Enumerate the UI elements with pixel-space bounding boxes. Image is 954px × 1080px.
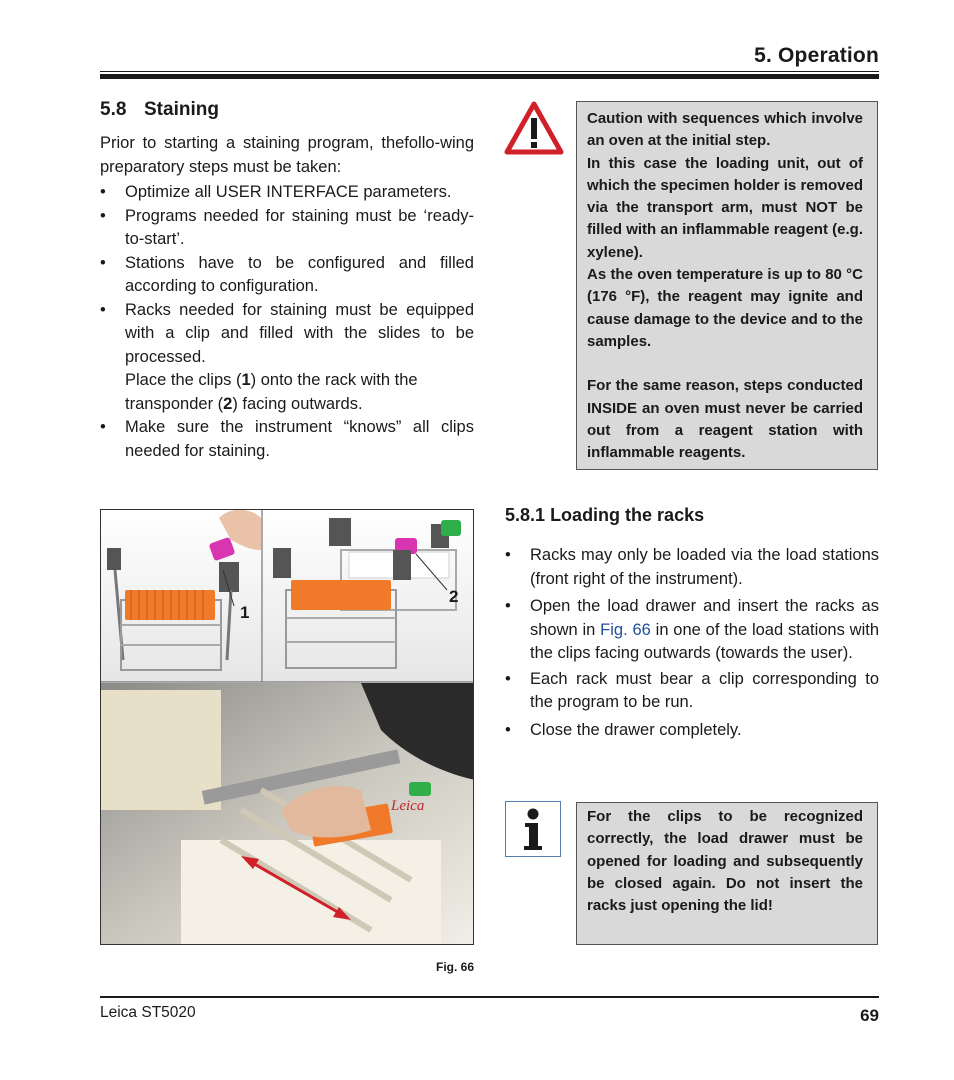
caution-text-2: In this case the loading unit, out of which the specimen holder is removed via the transport arm, must NOT be filled with an inflammable reagent (e.g. xylene). xyxy=(587,154,863,261)
header-rule-thin xyxy=(100,71,879,72)
caution-text-3: As the oven temperature is up to 80 °C (176 °F), the reagent may ignite and cause damage to the device and to the samples. xyxy=(587,266,863,350)
figure-illustration xyxy=(101,510,474,945)
list-item: • Programs needed for staining must be ‘ready-to-start’. xyxy=(100,205,474,252)
list-item: • Close the drawer completely. xyxy=(505,719,879,743)
label-1: 1 xyxy=(240,603,250,622)
caution-text-4: For the same reason, steps conducted INSIDE an oven must never be carried out from a reagent station with inflammable reagents. xyxy=(587,377,863,462)
info-box xyxy=(576,802,878,945)
figure-caption: Fig. 66 xyxy=(435,960,474,974)
list-item: • Make sure the instrument “knows” all clips needed for staining. xyxy=(100,416,474,463)
intro-paragraph: Prior to starting a staining program, thefollo-wing preparatory steps must be taken: xyxy=(100,134,474,176)
staining-steps-list xyxy=(100,181,474,463)
subsection-heading: 5.8.1 Loading the racks xyxy=(505,505,705,525)
figure-66 xyxy=(100,509,474,945)
list-item: • Racks needed for staining must be equipped with a clip and filled with the slides to be processed. Place the clips (1) onto the rack with the transponder (2) facing outwards. xyxy=(100,299,474,417)
section-number: 5.8 xyxy=(100,99,127,120)
brand-logo: Leica xyxy=(391,798,425,814)
footer-product: Leica ST5020 xyxy=(100,1004,196,1021)
list-item: • Each rack must bear a clip corresponding to the program to be run. xyxy=(505,668,879,715)
list-item: • Stations have to be configured and filled according to configuration. xyxy=(100,252,474,299)
caution-box xyxy=(576,101,878,470)
chapter-heading: 5. Operation xyxy=(754,44,879,67)
warning-triangle-icon xyxy=(504,101,564,155)
label-2: 2 xyxy=(449,587,459,606)
list-item: • Racks may only be loaded via the load stations (front right of the instrument). xyxy=(505,544,879,591)
info-i-icon xyxy=(505,801,561,857)
figure-link[interactable]: Fig. 66 xyxy=(600,620,651,639)
page-number: 69 xyxy=(860,1006,879,1025)
green-clip-icon xyxy=(441,520,461,536)
list-item: • Optimize all USER INTERFACE parameters. xyxy=(100,181,474,205)
green-clip-icon xyxy=(409,782,431,796)
section-heading xyxy=(100,99,219,121)
info-text: For the clips to be recognized correctly, the load drawer must be opened for loading and subsequently be closed again. Do not insert the racks just opening the lid! xyxy=(587,808,863,915)
caution-text-1: Caution with sequences which involve an oven at the initial step. xyxy=(587,110,863,150)
section-title: Staining xyxy=(144,99,219,120)
clip-instruction: Place the clips (1) onto the rack with the transponder (2) facing outwards. xyxy=(125,371,418,413)
footer-rule xyxy=(100,996,879,998)
header-rule xyxy=(100,74,879,79)
list-item: • Open the load drawer and insert the racks as shown in Fig. 66 in one of the load stations with the clips facing outwards (towards the user). xyxy=(505,595,879,666)
loading-steps-list xyxy=(505,544,879,746)
